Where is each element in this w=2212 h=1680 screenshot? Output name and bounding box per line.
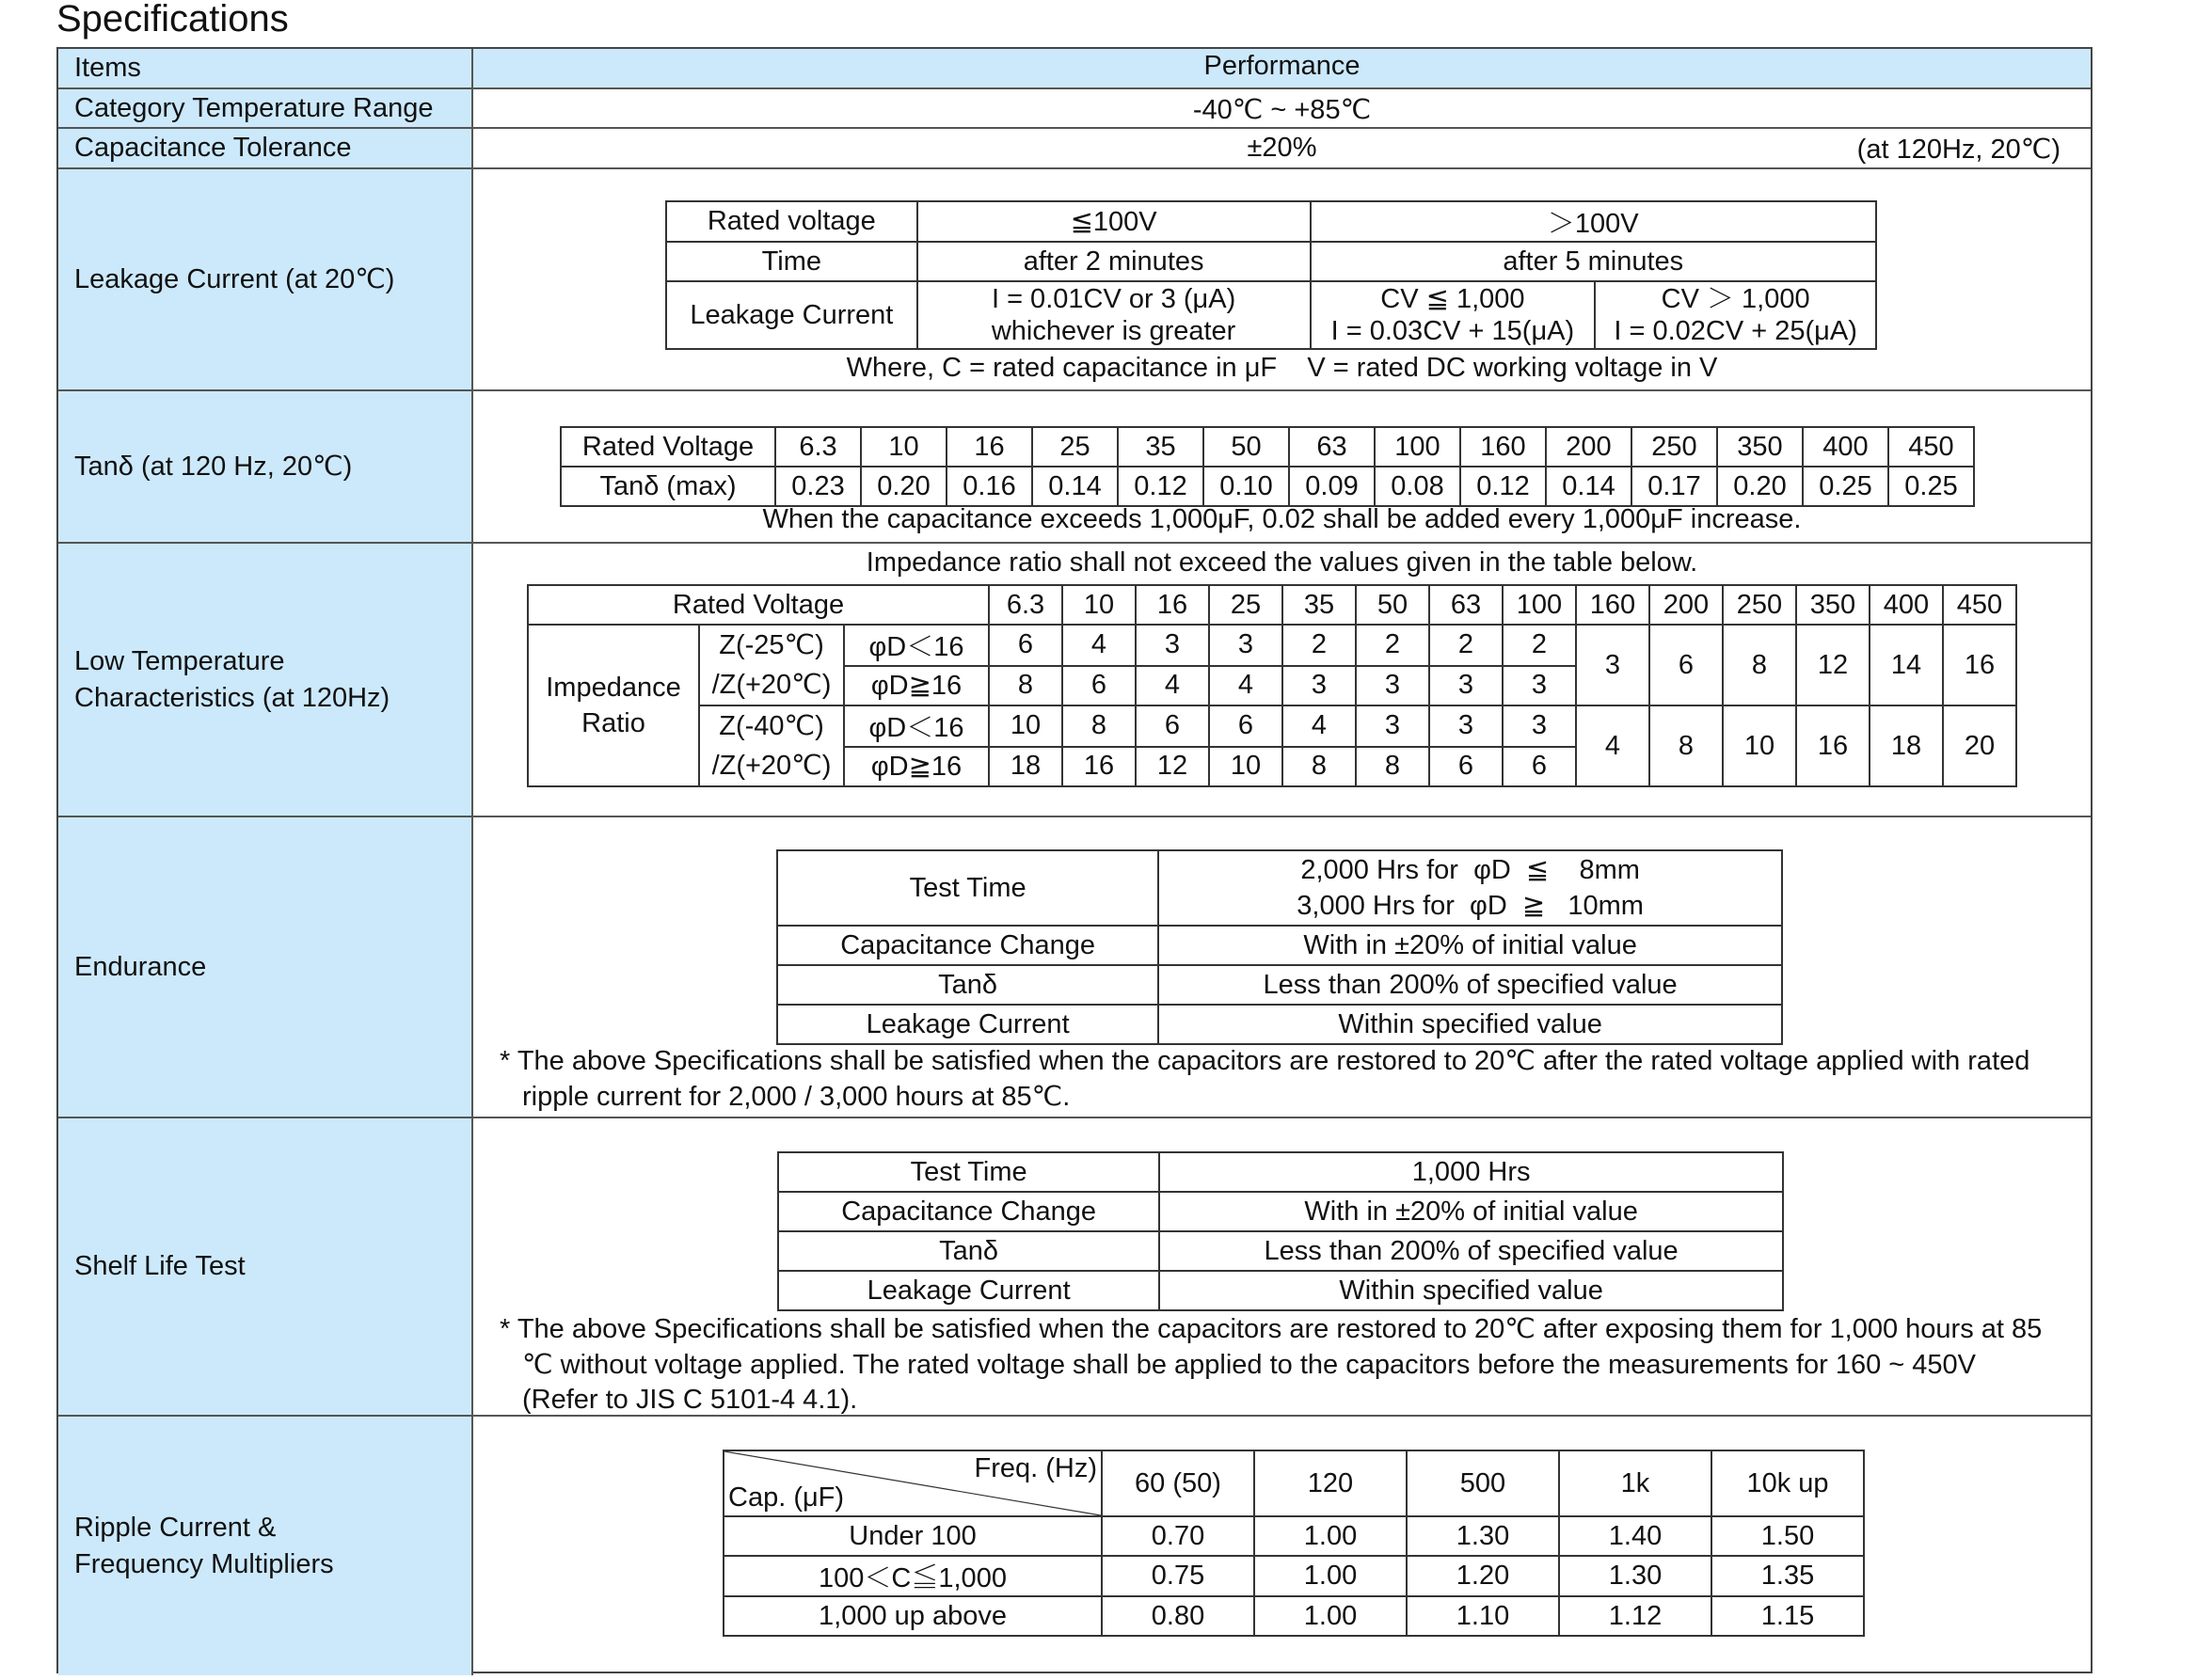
shelf-tan-value: Less than 200% of specified value — [1159, 1231, 1783, 1271]
endurance-tan-value: Less than 200% of specified value — [1158, 965, 1782, 1005]
z25-lt-cell: 2 — [1503, 625, 1576, 666]
ripple-row — [724, 1556, 1864, 1596]
low-temp-intro: Impedance ratio shall not exceed the values given in the table below. — [866, 547, 1698, 578]
ripple-multiplier-cell: 1.10 — [1407, 1596, 1559, 1636]
shelf-leak-label: Leakage Current — [778, 1271, 1159, 1310]
tan-value-cell: 0.20 — [1717, 467, 1803, 506]
tan-voltage-cell: 400 — [1803, 427, 1888, 467]
leakage-rated-voltage-label: Rated voltage — [666, 201, 917, 242]
z40-ge-cell: 18 — [989, 747, 1062, 787]
tan-table — [560, 426, 1975, 507]
row-ripple-current — [58, 1417, 2091, 1675]
tan-value-cell: 0.08 — [1375, 467, 1460, 506]
endurance-test-time — [1158, 850, 1782, 926]
low-temp-voltage-cell: 250 — [1723, 585, 1796, 625]
ripple-freq-cell: 120 — [1254, 1450, 1407, 1516]
endurance-label: Endurance — [58, 817, 473, 1117]
endurance-table — [776, 849, 1783, 1045]
cap-tolerance-label: Capacitance Tolerance — [58, 129, 473, 167]
z25-high-cell: 3 — [1576, 625, 1649, 705]
tan-value-cell: 0.14 — [1546, 467, 1631, 506]
shelf-test-time: 1,000 Hrs — [1159, 1152, 1783, 1192]
z25-lt-cell: 2 — [1429, 625, 1503, 666]
ripple-multiplier-cell: 1.30 — [1407, 1516, 1559, 1556]
leakage-cv-le-condition: CV ≦ 1,000 — [1380, 284, 1525, 314]
z40-lt-cell: 4 — [1282, 705, 1356, 747]
ripple-table — [723, 1450, 1865, 1637]
z40-label-line1: Z(-40℃) — [719, 711, 824, 741]
endurance-leak-label: Leakage Current — [777, 1005, 1158, 1044]
z25-high-cell: 8 — [1723, 625, 1796, 705]
z40-lt-cell: 3 — [1503, 705, 1576, 747]
cap-tolerance-value: ±20% — [1247, 133, 1317, 163]
tan-value-cell: 0.25 — [1803, 467, 1888, 506]
leakage-cv-le — [1311, 281, 1596, 349]
leakage-current-low-line1: I = 0.01CV or 3 (μA) — [991, 284, 1236, 314]
leakage-time-high: after 5 minutes — [1311, 242, 1876, 281]
endurance-tan-label: Tanδ — [777, 965, 1158, 1005]
row-tan-delta — [58, 391, 2091, 544]
shelf-cap-change-label: Capacitance Change — [778, 1192, 1159, 1231]
z40-lt-cell: 3 — [1356, 705, 1429, 747]
performance-header-label: Performance — [1203, 51, 1361, 81]
z25-label-line1: Z(-25℃) — [719, 630, 824, 660]
leakage-cv-gt — [1595, 281, 1876, 349]
tan-voltage-cell: 35 — [1118, 427, 1203, 467]
z40-ge-cell: 12 — [1136, 747, 1209, 787]
low-temp-table — [527, 584, 2017, 787]
leakage-time-low: after 2 minutes — [917, 242, 1311, 281]
tan-voltage-cell: 63 — [1289, 427, 1375, 467]
temp-range-value: -40℃ ~ +85℃ — [1192, 95, 1372, 125]
z25-d-ge: φD≧16 — [844, 666, 989, 706]
low-temp-voltage-cell: 16 — [1136, 585, 1209, 625]
endurance-cap-change: With in ±20% of initial value — [1158, 926, 1782, 965]
z25-ge-cell: 3 — [1282, 666, 1356, 706]
z40-lt-cell: 3 — [1429, 705, 1503, 747]
z25-lt-cell: 2 — [1356, 625, 1429, 666]
z25-ge-cell: 3 — [1503, 666, 1576, 706]
ripple-multiplier-cell: 1.40 — [1559, 1516, 1711, 1556]
ripple-label-line1: Ripple Current & — [74, 1512, 277, 1543]
tan-value-cell: 0.10 — [1203, 467, 1289, 506]
leakage-v-high: ＞100V — [1311, 201, 1876, 242]
ripple-cap-cell: Under 100 — [724, 1516, 1102, 1556]
tan-voltage-cell: 100 — [1375, 427, 1460, 467]
ripple-cap-cell: 1,000 up above — [724, 1596, 1102, 1636]
z40-high-cell: 18 — [1870, 705, 1943, 786]
z25-high-cell: 16 — [1943, 625, 2016, 705]
low-temp-label — [58, 544, 473, 816]
z25-d-lt: φD＜16 — [844, 625, 989, 666]
impedance-ratio-label — [528, 625, 699, 786]
tan-value-cell: 0.17 — [1631, 467, 1717, 506]
z40-ge-cell: 10 — [1209, 747, 1282, 787]
tan-note: When the capacitance exceeds 1,000μF, 0.02 shall be added every 1,000μF increase. — [762, 504, 1802, 534]
low-temp-voltage-cell: 350 — [1796, 585, 1870, 625]
ripple-label — [58, 1417, 473, 1675]
z40-lt-cell: 8 — [1062, 705, 1136, 747]
leakage-cv-gt-formula: I = 0.02CV + 25(μA) — [1614, 316, 1857, 346]
leakage-time-label: Time — [666, 242, 917, 281]
endurance-test-time-line1: 2,000 Hrs for φD ≦ 8mm — [1300, 855, 1640, 885]
ripple-multiplier-cell: 0.70 — [1102, 1516, 1254, 1556]
tan-value-cell: 0.25 — [1888, 467, 1974, 506]
performance-header — [473, 49, 2091, 87]
tan-label: Tanδ (at 120 Hz, 20℃) — [58, 391, 473, 542]
ripple-freq-cell: 60 (50) — [1102, 1450, 1254, 1516]
z25-label-line2: /Z(+20℃) — [711, 670, 832, 700]
z40-d-lt: φD＜16 — [844, 705, 989, 747]
z25-lt-cell: 6 — [989, 625, 1062, 666]
ripple-cap-cell: 100＜C≦1,000 — [724, 1556, 1102, 1596]
z40-ge-cell: 8 — [1356, 747, 1429, 787]
ripple-diagonal-header — [724, 1450, 1102, 1516]
tan-voltage-cell: 350 — [1717, 427, 1803, 467]
tan-voltage-cell: 160 — [1460, 427, 1546, 467]
items-header: Items — [58, 49, 473, 87]
z40-high-cell: 4 — [1576, 705, 1649, 786]
row-endurance — [58, 817, 2091, 1118]
low-temp-voltage-cell: 10 — [1062, 585, 1136, 625]
z40-lt-cell: 6 — [1136, 705, 1209, 747]
row-low-temperature — [58, 544, 2091, 817]
low-temp-voltage-cell: 450 — [1943, 585, 2016, 625]
endurance-note-line2: ripple current for 2,000 / 3,000 hours at 85℃. — [522, 1082, 1071, 1112]
leakage-cv-gt-condition: CV ＞ 1,000 — [1661, 284, 1810, 314]
row-capacitance-tolerance — [58, 129, 2091, 169]
ripple-multiplier-cell: 1.00 — [1254, 1516, 1407, 1556]
z25-high-cell: 6 — [1649, 625, 1723, 705]
shelf-life-label: Shelf Life Test — [58, 1118, 473, 1415]
tan-voltage-cell: 50 — [1203, 427, 1289, 467]
tan-voltage-cell: 25 — [1032, 427, 1118, 467]
ripple-row — [724, 1516, 1864, 1556]
shelf-cap-change: With in ±20% of initial value — [1159, 1192, 1783, 1231]
ripple-freq-cell: 1k — [1559, 1450, 1711, 1516]
z25-lt-cell: 4 — [1062, 625, 1136, 666]
ripple-multiplier-cell: 1.30 — [1559, 1556, 1711, 1596]
shelf-note-line2: ℃ without voltage applied. The rated voltage shall be applied to the capacitors before the measurements for 160 ~ 450V — [522, 1350, 1977, 1380]
impedance-label-line2: Ratio — [581, 708, 645, 738]
z40-lt-cell: 6 — [1209, 705, 1282, 747]
z25-ge-cell: 6 — [1062, 666, 1136, 706]
shelf-note-line1: * The above Specifications shall be satisfied when the capacitors are restored to 20℃ after exposing them for 1,000 hours at 85 — [500, 1314, 2043, 1344]
z40-high-cell: 8 — [1649, 705, 1723, 786]
leakage-cv-le-formula: I = 0.03CV + 15(μA) — [1330, 316, 1575, 346]
ripple-multiplier-cell: 1.12 — [1559, 1596, 1711, 1636]
shelf-test-time-label: Test Time — [778, 1152, 1159, 1192]
z25-high-cell: 14 — [1870, 625, 1943, 705]
z40-d-ge: φD≧16 — [844, 747, 989, 787]
tan-value-cell: 0.16 — [947, 467, 1032, 506]
shelf-tan-label: Tanδ — [778, 1231, 1159, 1271]
tan-value-cell: 0.20 — [861, 467, 947, 506]
row-leakage-current — [58, 169, 2091, 391]
shelf-life-table — [777, 1151, 1784, 1311]
tan-voltage-cell: 450 — [1888, 427, 1974, 467]
tan-value-cell: 0.12 — [1460, 467, 1546, 506]
endurance-test-time-label: Test Time — [777, 850, 1158, 926]
leakage-table — [665, 200, 1877, 350]
ripple-multiplier-cell: 1.50 — [1711, 1516, 1864, 1556]
tan-voltage-cell: 6.3 — [775, 427, 861, 467]
leakage-label: Leakage Current (at 20℃) — [58, 169, 473, 389]
low-temp-voltage-cell: 63 — [1429, 585, 1503, 625]
ripple-freq-label: Freq. (Hz) — [974, 1453, 1097, 1483]
tan-voltage-cell: 16 — [947, 427, 1032, 467]
low-temp-voltage-cell: 400 — [1870, 585, 1943, 625]
z25-lt-cell: 3 — [1209, 625, 1282, 666]
z40-ge-cell: 8 — [1282, 747, 1356, 787]
z25-ge-cell: 4 — [1209, 666, 1282, 706]
row-temperature-range — [58, 89, 2091, 129]
tan-voltage-cell: 200 — [1546, 427, 1631, 467]
ripple-multiplier-cell: 1.20 — [1407, 1556, 1559, 1596]
row-shelf-life — [58, 1118, 2091, 1417]
tan-max-label: Tanδ (max) — [561, 467, 775, 506]
low-temp-voltage-cell: 6.3 — [989, 585, 1062, 625]
low-temp-voltage-label: Rated Voltage — [528, 585, 989, 625]
low-temp-voltage-cell: 160 — [1576, 585, 1649, 625]
endurance-test-time-line2: 3,000 Hrs for φD ≧ 10mm — [1297, 891, 1644, 921]
leakage-current-low — [917, 281, 1311, 349]
z40-lt-cell: 10 — [989, 705, 1062, 747]
tan-value-cell: 0.12 — [1118, 467, 1203, 506]
ripple-freq-cell: 10k up — [1711, 1450, 1864, 1516]
ripple-multiplier-cell: 1.00 — [1254, 1596, 1407, 1636]
page-title: Specifications — [56, 0, 289, 40]
ripple-freq-cell: 500 — [1407, 1450, 1559, 1516]
leakage-where-note: Where, C = rated capacitance in μF V = rated DC working voltage in V — [846, 353, 1718, 383]
z40-ge-cell: 6 — [1429, 747, 1503, 787]
ripple-cap-label: Cap. (μF) — [728, 1482, 845, 1513]
tan-voltage-cell: 10 — [861, 427, 947, 467]
tan-value-cell: 0.09 — [1289, 467, 1375, 506]
leakage-current-label: Leakage Current — [666, 281, 917, 349]
ripple-multiplier-cell: 0.80 — [1102, 1596, 1254, 1636]
z25-ge-cell: 3 — [1356, 666, 1429, 706]
low-temp-label-line2: Characteristics (at 120Hz) — [74, 682, 390, 713]
tan-voltage-cell: 250 — [1631, 427, 1717, 467]
header-row — [58, 49, 2091, 89]
z25-ge-cell: 8 — [989, 666, 1062, 706]
z25-ge-cell: 4 — [1136, 666, 1209, 706]
z40-ge-cell: 16 — [1062, 747, 1136, 787]
z40-label-line2: /Z(+20℃) — [711, 751, 832, 781]
z40-label — [699, 705, 844, 786]
z40-ge-cell: 6 — [1503, 747, 1576, 787]
tan-value-cell: 0.23 — [775, 467, 861, 506]
cap-tolerance-condition: (at 120Hz, 20℃) — [1856, 135, 2061, 165]
ripple-multiplier-cell: 0.75 — [1102, 1556, 1254, 1596]
leakage-v-low: ≦100V — [917, 201, 1311, 242]
temp-range-label: Category Temperature Range — [58, 89, 473, 127]
ripple-multiplier-cell: 1.15 — [1711, 1596, 1864, 1636]
ripple-multiplier-cell: 1.00 — [1254, 1556, 1407, 1596]
endurance-note-line1: * The above Specifications shall be satisfied when the capacitors are restored to 20℃ after the rated voltage applied with rated — [500, 1046, 2030, 1076]
z40-high-cell: 20 — [1943, 705, 2016, 786]
endurance-cap-change-label: Capacitance Change — [777, 926, 1158, 965]
z40-high-cell: 16 — [1796, 705, 1870, 786]
z25-label — [699, 625, 844, 705]
ripple-label-line2: Frequency Multipliers — [74, 1548, 334, 1579]
impedance-label-line1: Impedance — [546, 673, 681, 703]
low-temp-voltage-cell: 50 — [1356, 585, 1429, 625]
shelf-leak-value: Within specified value — [1159, 1271, 1783, 1310]
ripple-multiplier-cell: 1.35 — [1711, 1556, 1864, 1596]
leakage-current-low-line2: whichever is greater — [991, 316, 1236, 346]
tan-value-cell: 0.14 — [1032, 467, 1118, 506]
z40-high-cell: 10 — [1723, 705, 1796, 786]
shelf-note-line3: (Refer to JIS C 5101-4 4.1). — [522, 1385, 858, 1415]
ripple-row — [724, 1596, 1864, 1636]
z25-ge-cell: 3 — [1429, 666, 1503, 706]
endurance-leak-value: Within specified value — [1158, 1005, 1782, 1044]
low-temp-voltage-cell: 100 — [1503, 585, 1576, 625]
low-temp-voltage-cell: 200 — [1649, 585, 1723, 625]
z25-high-cell: 12 — [1796, 625, 1870, 705]
tan-voltage-label: Rated Voltage — [561, 427, 775, 467]
low-temp-label-line1: Low Temperature — [74, 645, 285, 676]
z25-lt-cell: 2 — [1282, 625, 1356, 666]
low-temp-voltage-cell: 35 — [1282, 585, 1356, 625]
z25-lt-cell: 3 — [1136, 625, 1209, 666]
specifications-table — [56, 47, 2093, 1673]
low-temp-voltage-cell: 25 — [1209, 585, 1282, 625]
